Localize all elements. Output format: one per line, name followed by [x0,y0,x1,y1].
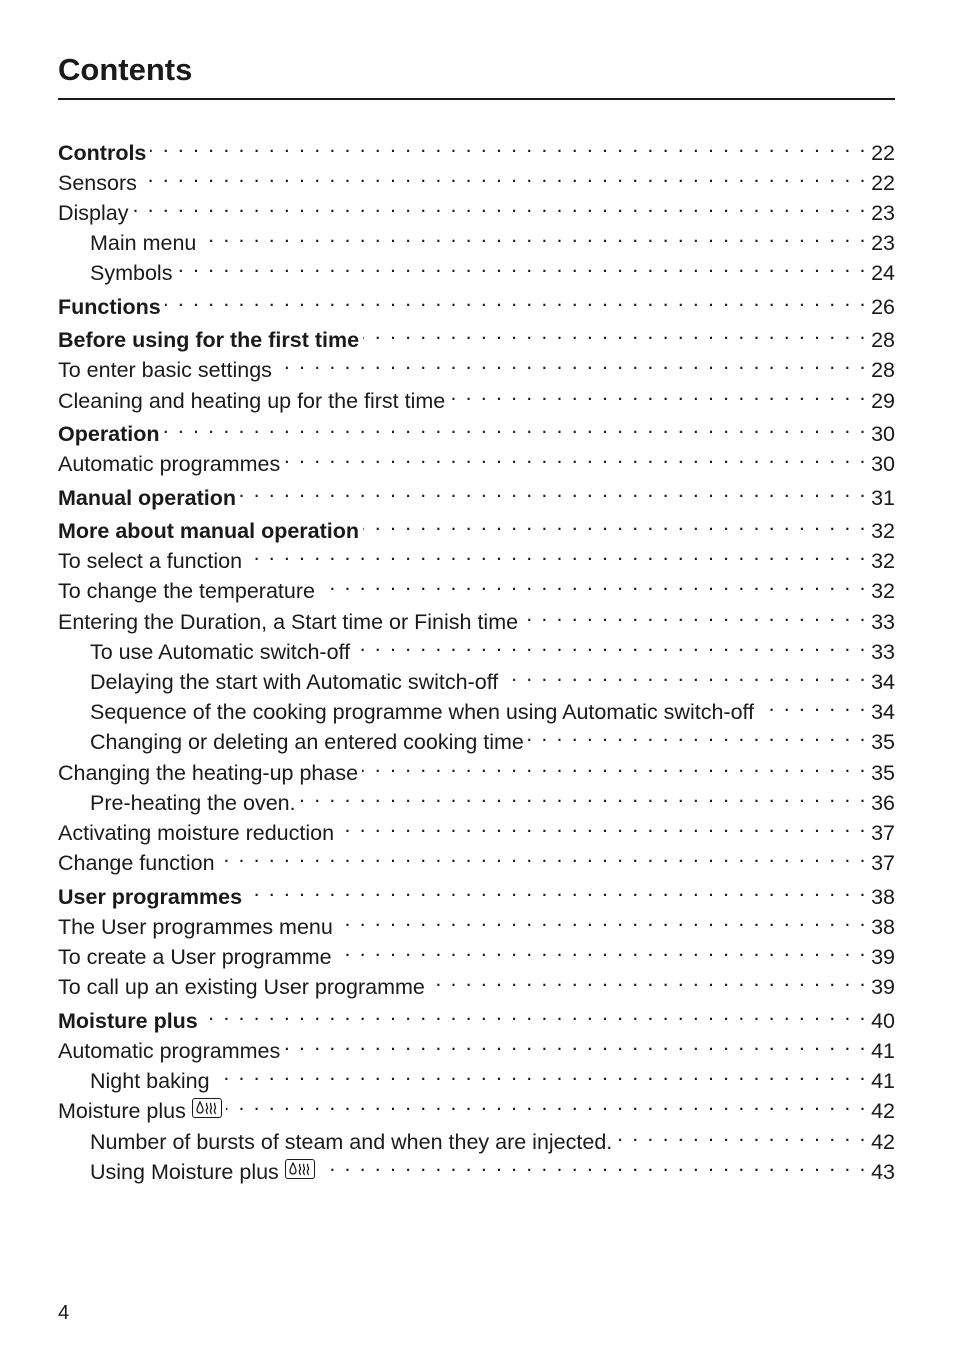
toc-dot-leader [246,538,867,568]
toc-entry-page: 38 [871,915,895,939]
toc-entry[interactable] [58,904,895,939]
toc-dot-leader [758,689,867,719]
toc-entry[interactable] [58,998,895,1033]
toc-entry-label: Functions [58,295,161,319]
toc-dot-leader [336,934,867,964]
toc-entry-page: 23 [871,201,895,225]
page-title: Contents [58,52,193,87]
toc-entry-page: 35 [871,761,895,785]
moisture-plus-icon [192,1098,222,1118]
toc-dot-leader [502,659,867,689]
toc-entry-page: 26 [871,295,895,319]
toc-entry-label: Symbols [90,261,173,285]
toc-dot-leader [200,220,867,250]
toc-entry-label: To enter basic settings [58,358,272,382]
toc-entry-label: Activating moisture reduction [58,821,335,845]
toc-entry-label: To create a User programme [58,945,332,969]
toc-entry-page: 32 [871,579,895,603]
toc-dot-leader [616,1119,867,1149]
toc-entry-page: 24 [871,261,895,285]
toc-dot-leader [133,190,868,220]
toc-dot-leader [202,998,867,1028]
toc-dot-leader [522,599,867,629]
toc-entry-page: 22 [871,171,895,195]
toc-entry[interactable] [58,190,895,225]
toc-entry-page: 41 [871,1069,895,1093]
toc-entry-page: 38 [871,885,895,909]
toc-entry[interactable] [90,780,895,815]
toc-entry-label: Sequence of the cooking programme when using Automatic switch-off [90,700,755,724]
toc-dot-leader [219,840,867,870]
toc-entry[interactable] [90,629,895,664]
toc-entry-page: 37 [871,821,895,845]
toc-entry-page: 39 [871,975,895,999]
page-number: 4 [58,1302,70,1324]
toc-entry-page: 28 [871,358,895,382]
toc-entry-label: To select a function [58,549,243,573]
toc-entry-page: 30 [871,422,895,446]
toc-entry-page: 33 [871,640,895,664]
toc-dot-leader [337,904,867,934]
toc-entry-label: Changing or deleting an entered cooking time [90,730,524,754]
toc-entry[interactable] [58,840,895,875]
toc-entry[interactable] [58,599,895,634]
toc-entry-label: Change function [58,851,215,875]
toc-dot-leader [362,750,867,780]
toc-entry-page: 42 [871,1099,895,1123]
toc-entry-page: 39 [871,945,895,969]
toc-entry-page: 42 [871,1130,895,1154]
toc-entry-label: Cleaning and heating up for the first time [58,389,446,413]
moisture-plus-icon [285,1159,315,1179]
toc-entry-label: More about manual operation [58,519,360,543]
toc-dot-leader [319,1149,867,1179]
toc-entry[interactable] [58,130,895,165]
toc-dot-leader [284,441,867,471]
toc-entry-label: To use Automatic switch-off [90,640,351,664]
toc-entry-page: 31 [871,486,895,510]
toc-entry[interactable] [90,689,895,724]
toc-entry[interactable] [90,250,895,285]
toc-dot-leader [150,130,867,160]
toc-entry-label: Using Moisture plus [90,1160,279,1184]
toc-entry-page: 34 [871,670,895,694]
toc-entry[interactable] [90,220,895,255]
toc-entry-label: Night baking [90,1069,210,1093]
toc-dot-leader [226,1088,867,1118]
toc-entry[interactable] [58,411,895,446]
toc-entry[interactable] [58,934,895,969]
toc-entry[interactable] [58,441,895,476]
toc-entry-label: Main menu [90,231,197,255]
toc-dot-leader [319,568,867,598]
toc-entry-label: Moisture plus [58,1099,186,1123]
toc-dot-leader [528,719,867,749]
toc-entry-page: 30 [871,452,895,476]
toc-entry-page: 34 [871,700,895,724]
toc-entry[interactable] [90,1058,895,1093]
toc-entry[interactable] [58,475,895,510]
toc-dot-leader [246,874,867,904]
toc-entry-label: Moisture plus [58,1009,198,1033]
toc-entry-label: Automatic programmes [58,1039,281,1063]
toc-dot-leader [165,284,867,314]
toc-dot-leader [276,347,867,377]
toc-entry-page: 43 [871,1160,895,1184]
toc-entry[interactable] [58,317,895,352]
toc-entry[interactable] [58,810,895,845]
toc-entry-page: 37 [871,851,895,875]
toc-entry-label: Operation [58,422,160,446]
toc-entry[interactable] [58,964,895,999]
toc-entry-label: Delaying the start with Automatic switch-off [90,670,499,694]
toc-entry[interactable] [58,1088,895,1123]
toc-entry[interactable] [58,538,895,573]
toc-entry-label: To change the temperature [58,579,315,603]
toc-dot-leader [363,317,867,347]
toc-dot-leader [284,1028,867,1058]
toc-entry-label: Number of bursts of steam and when they are injected. [90,1130,613,1154]
toc-dot-leader [363,508,867,538]
toc-dot-leader [176,250,867,280]
toc-dot-leader [300,780,867,810]
toc-entry-page: 35 [871,730,895,754]
toc-entry[interactable] [90,1149,895,1184]
toc-entry-label: Automatic programmes [58,452,281,476]
toc-entry-label: Changing the heating-up phase [58,761,359,785]
toc-entry[interactable] [58,874,895,909]
toc-entry-page: 29 [871,389,895,413]
toc-entry-page: 32 [871,519,895,543]
toc-entry-label: Display [58,201,129,225]
toc-entry-page: 23 [871,231,895,255]
toc-entry-page: 40 [871,1009,895,1033]
toc-entry-page: 36 [871,791,895,815]
toc-entry[interactable] [58,347,895,382]
toc-entry-label: The User programmes menu [58,915,333,939]
toc-dot-leader [240,475,867,505]
toc-entry-page: 32 [871,549,895,573]
toc-entry-page: 41 [871,1039,895,1063]
toc-entry[interactable] [58,508,895,543]
toc-entry[interactable] [58,1028,895,1063]
toc-entry[interactable] [90,719,895,754]
toc-dot-leader [449,378,867,408]
toc-entry[interactable] [58,568,895,603]
toc-entry-label: Sensors [58,171,137,195]
toc-dot-leader [141,160,867,190]
toc-dot-leader [214,1058,868,1088]
toc-entry-label: Manual operation [58,486,236,510]
toc-entry-label: Before using for the first time [58,328,360,352]
toc-entry[interactable] [90,1119,895,1154]
toc-entry[interactable] [58,284,895,319]
toc-entry[interactable] [58,378,895,413]
toc-entry-label: Controls [58,141,147,165]
toc-dot-leader [338,810,867,840]
toc-entry-label: To call up an existing User programme [58,975,425,999]
title-divider [58,98,895,100]
toc-entry[interactable] [58,160,895,195]
toc-dot-leader [354,629,867,659]
toc-entry[interactable] [90,659,895,694]
toc-dot-leader [429,964,867,994]
toc-entry-label: User programmes [58,885,243,909]
toc-entry-label: Pre-heating the oven. [90,791,296,815]
toc-entry-label: Entering the Duration, a Start time or Finish time [58,610,519,634]
toc-dot-leader [164,411,868,441]
toc-entry-page: 22 [871,141,895,165]
toc-entry-page: 28 [871,328,895,352]
toc-entry-page: 33 [871,610,895,634]
toc-entry[interactable] [58,750,895,785]
